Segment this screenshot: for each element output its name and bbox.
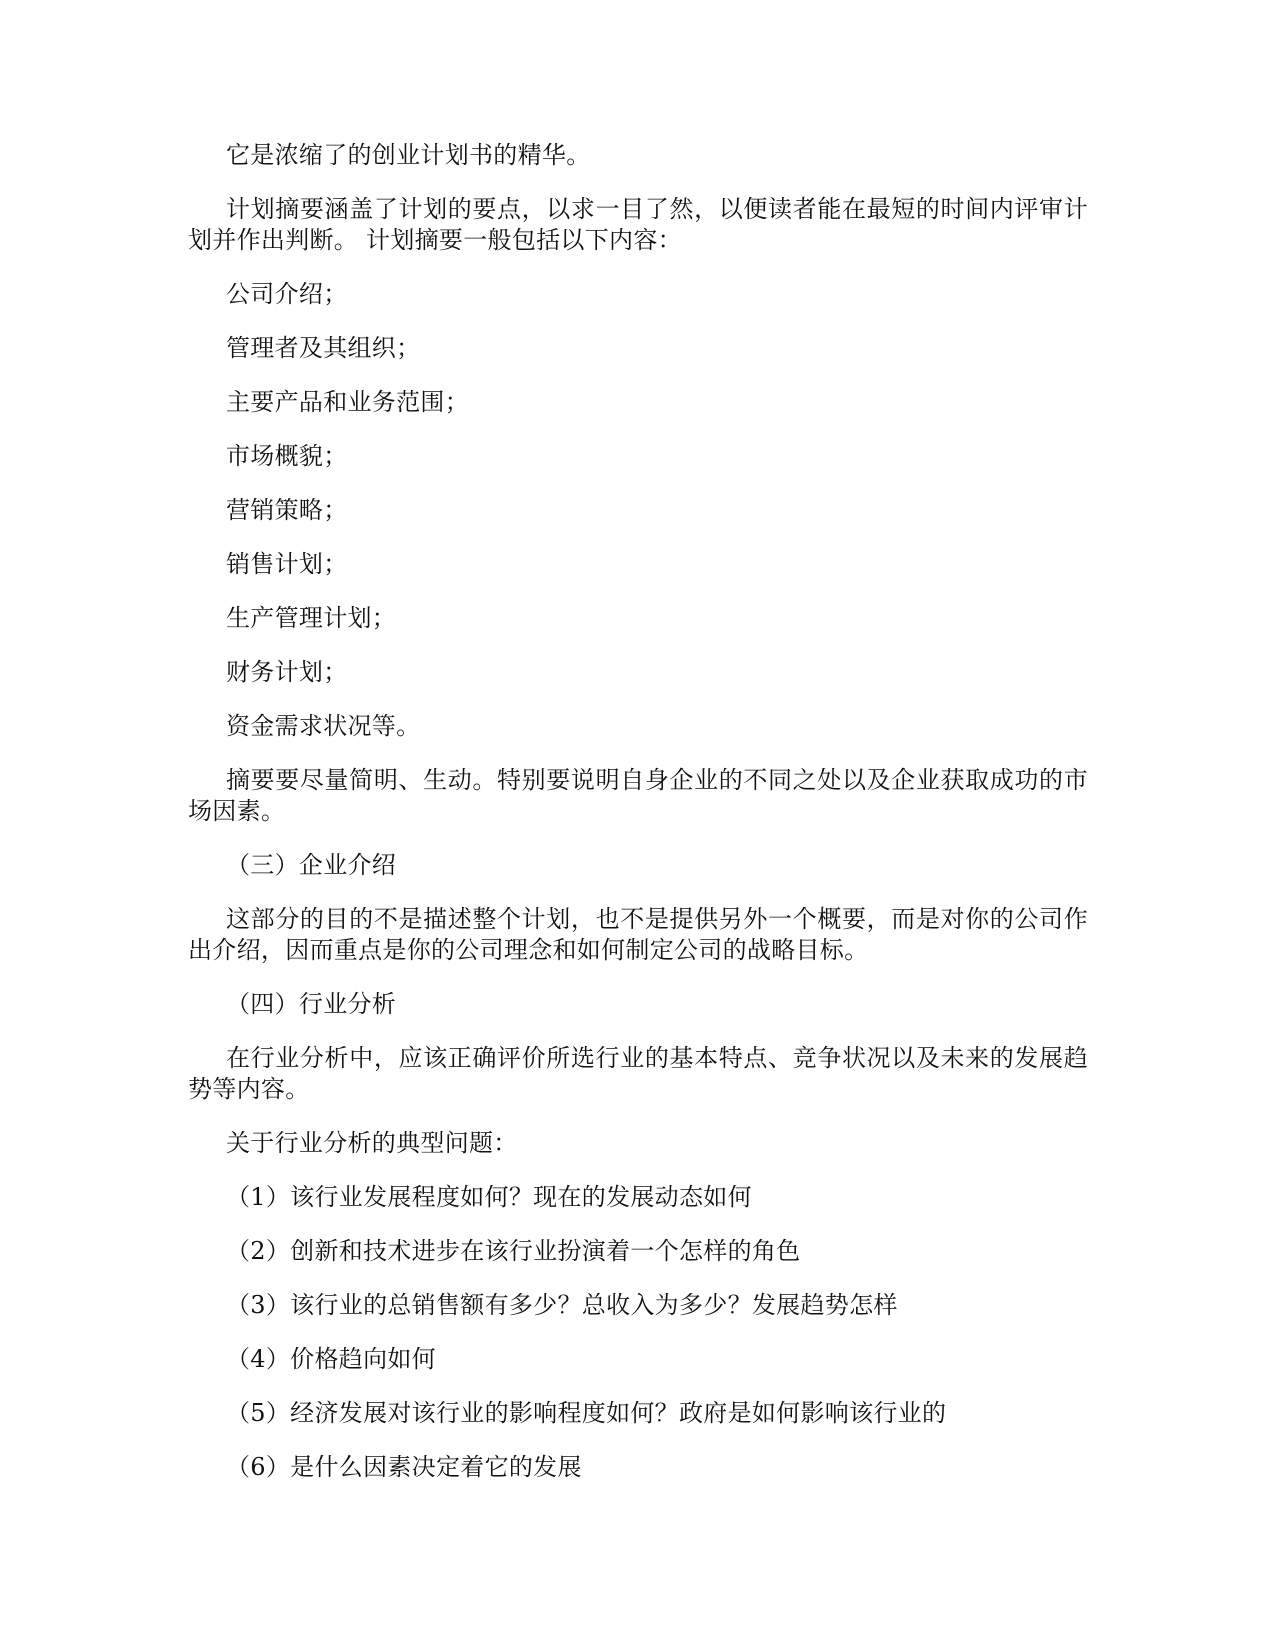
question-item-4: （4）价格趋向如何	[226, 1345, 436, 1373]
paragraph-summary-intro: 计划摘要涵盖了计划的要点，以求一目了然，以便读者能在最短的时间内评审计划并作出判断。 计划摘要一般包括以下内容：	[188, 195, 1088, 254]
paragraph-essence: 它是浓缩了的创业计划书的精华。	[226, 141, 591, 169]
list-item-production-plan: 生产管理计划；	[226, 604, 397, 632]
paragraph-typical-questions: 关于行业分析的典型问题：	[226, 1129, 518, 1157]
list-item-financial-plan: 财务计划；	[226, 658, 348, 686]
paragraph-company-description: 这部分的目的不是描述整个计划，也不是提供另外一个概要，而是对你的公司作出介绍，因而重点是你的公司理念和如何制定公司的战略目标。	[188, 905, 1088, 964]
document-body	[188, 140, 1088, 1506]
question-item-1: （1）该行业发展程度如何？现在的发展动态如何	[226, 1183, 752, 1211]
section-heading-company: （三）企业介绍	[226, 851, 397, 879]
section-heading-industry: （四）行业分析	[226, 990, 397, 1018]
list-item-management: 管理者及其组织；	[226, 334, 421, 362]
list-item-company-intro: 公司介绍；	[226, 280, 348, 308]
paragraph-industry-analysis: 在行业分析中，应该正确评价所选行业的基本特点、竞争状况以及未来的发展趋势等内容。	[188, 1044, 1088, 1103]
list-item-sales-plan: 销售计划；	[226, 550, 348, 578]
list-item-market-overview: 市场概貌；	[226, 442, 348, 470]
question-item-5: （5）经济发展对该行业的影响程度如何？政府是如何影响该行业的	[226, 1399, 947, 1427]
list-item-products: 主要产品和业务范围；	[226, 388, 469, 416]
list-item-funding-needs: 资金需求状况等。	[226, 712, 421, 740]
list-item-marketing-strategy: 营销策略；	[226, 496, 348, 524]
question-item-6: （6）是什么因素决定着它的发展	[226, 1453, 582, 1481]
question-item-2: （2）创新和技术进步在该行业扮演着一个怎样的角色	[226, 1237, 801, 1265]
question-item-3: （3）该行业的总销售额有多少？总收入为多少？发展趋势怎样	[226, 1291, 898, 1319]
paragraph-summary-advice: 摘要要尽量简明、生动。特别要说明自身企业的不同之处以及企业获取成功的市场因素。	[188, 766, 1088, 825]
